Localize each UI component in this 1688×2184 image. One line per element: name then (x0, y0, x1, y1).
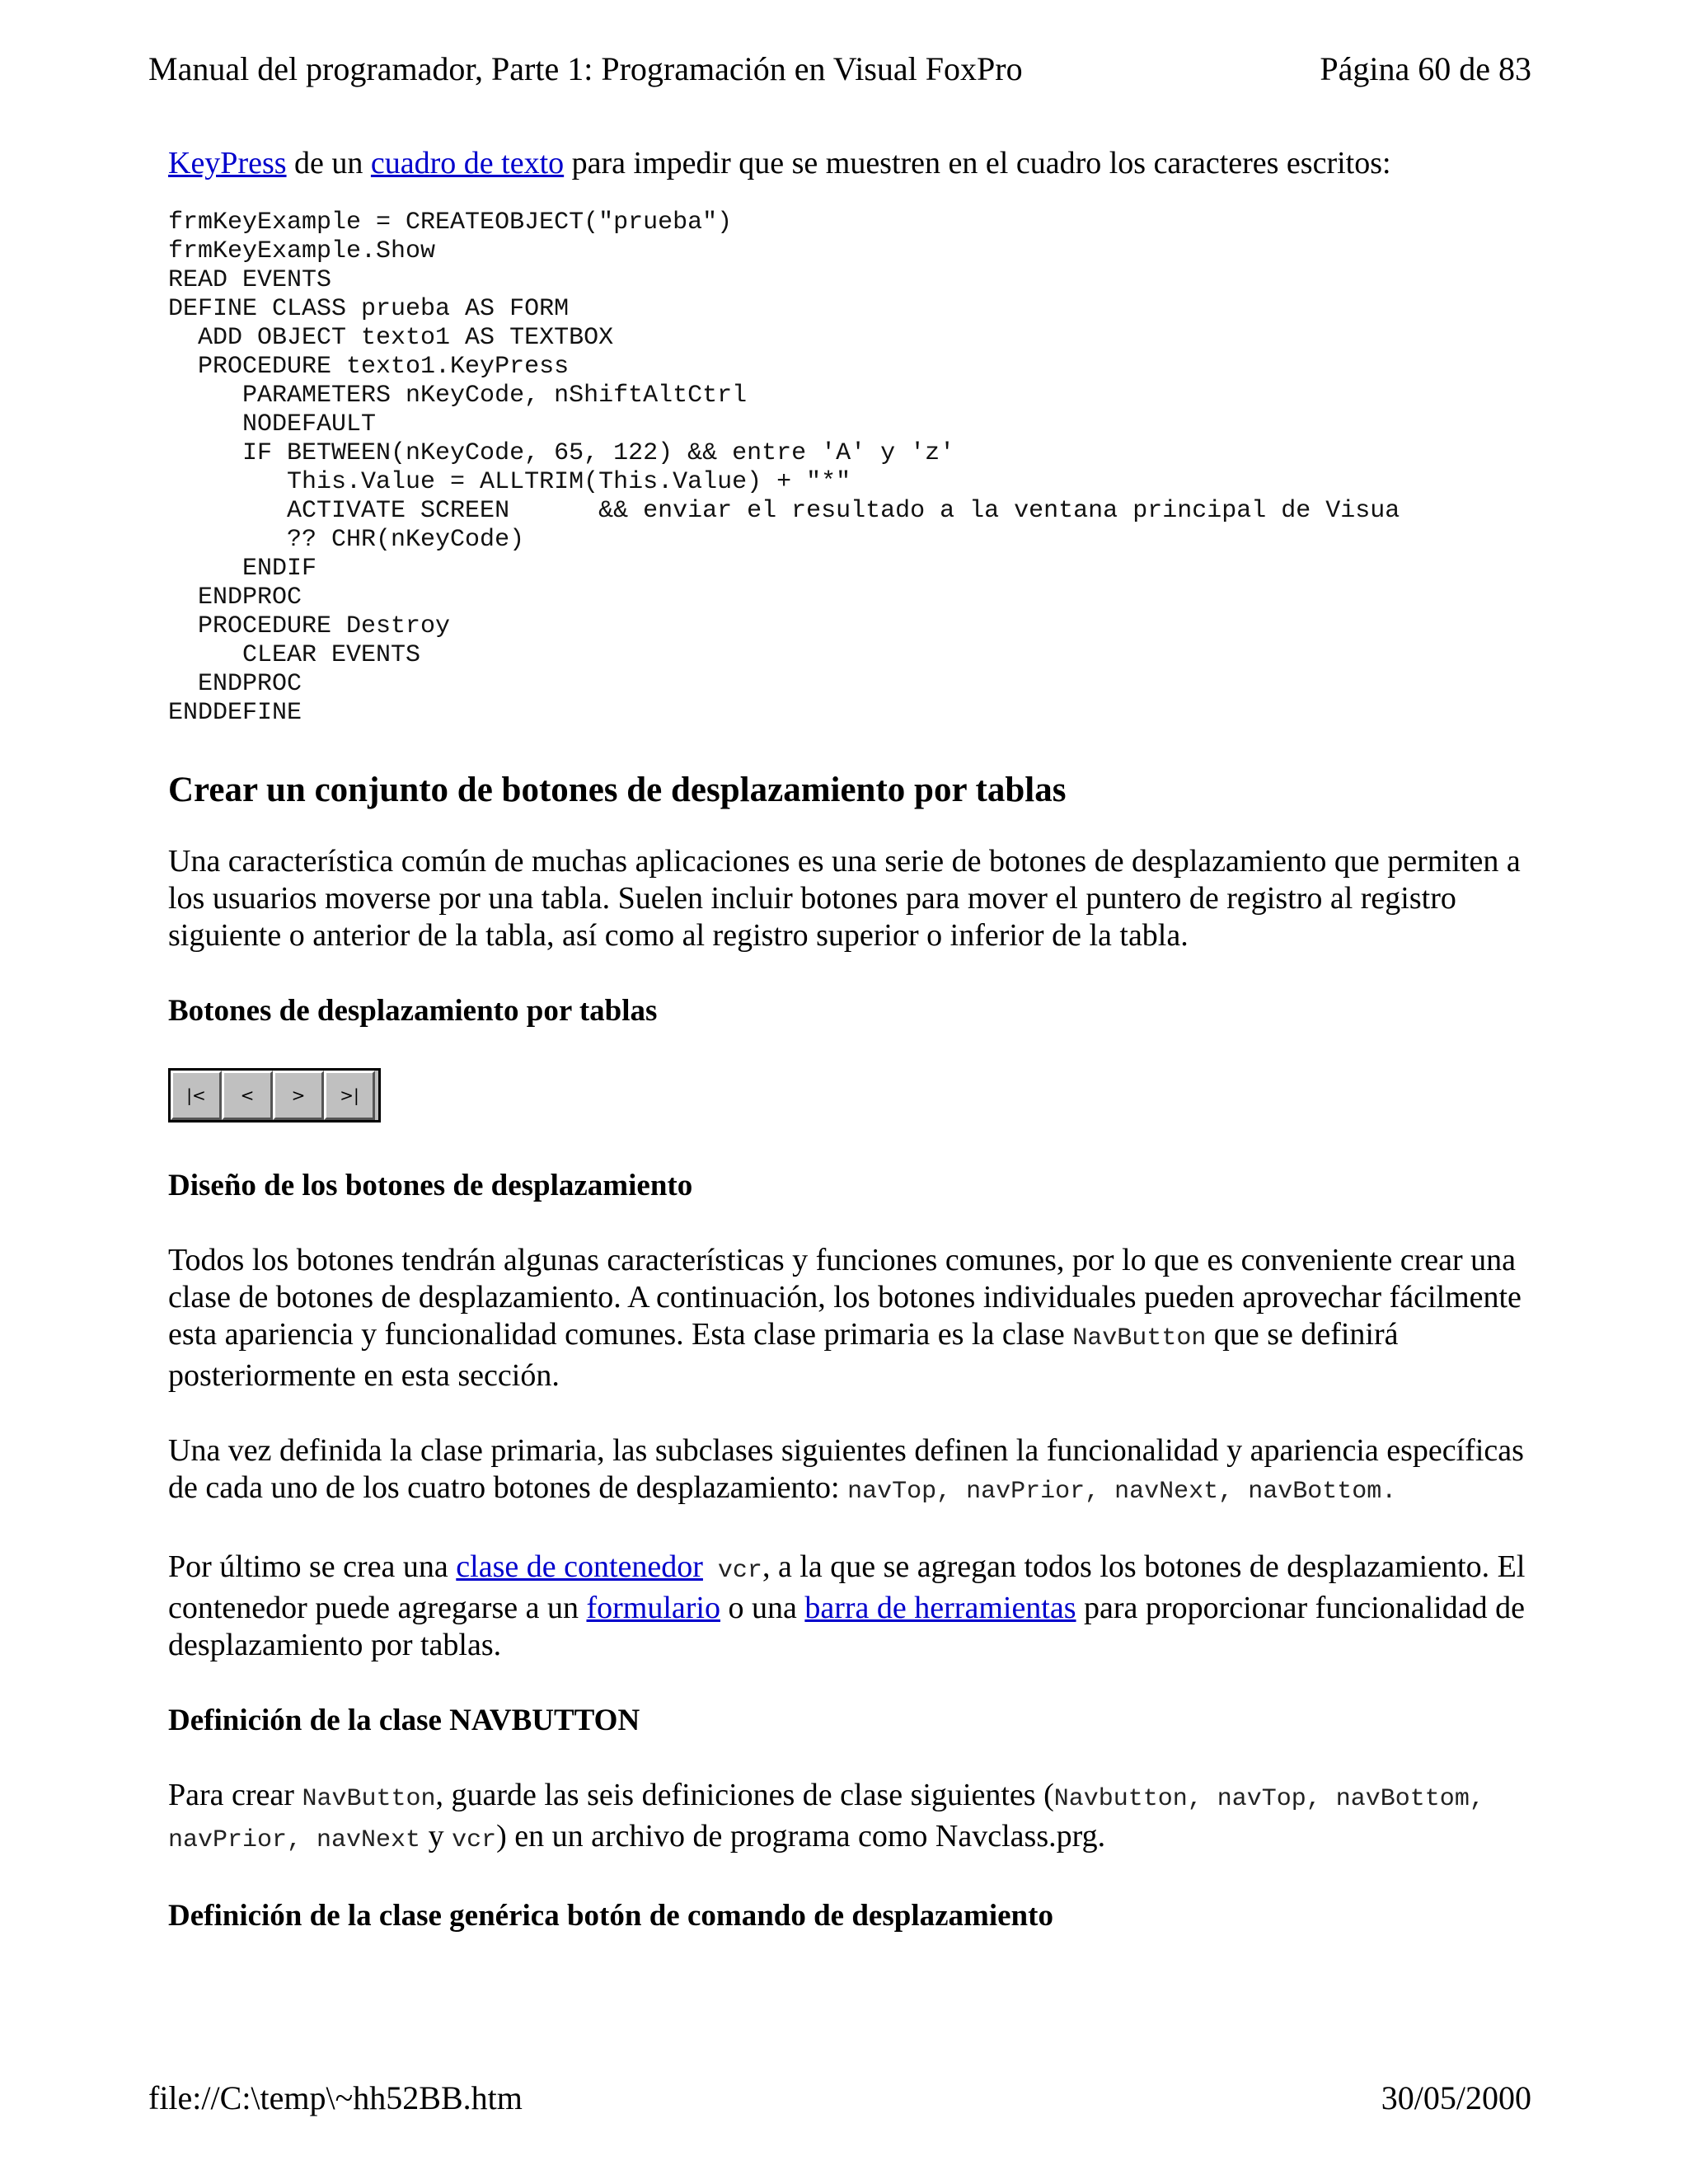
intro-text-1: de un (286, 146, 371, 180)
page-footer (148, 2079, 1531, 2118)
para4-text-4: para proporcionar funcionalidad de desplazamiento por tablas. (168, 1591, 1525, 1662)
section-title: Crear un conjunto de botones de desplazamiento por tablas (168, 771, 1067, 809)
header-title: Manual del programador, Parte 1: Programación en Visual FoxPro (148, 50, 1023, 87)
para4-code-vcr: vcr (702, 1557, 762, 1585)
para5-text-1: Para crear (168, 1778, 302, 1812)
paragraph-5 (168, 1777, 1536, 1859)
para2-text-1: Todos los botones tendrán algunas características y funciones comunes, por lo que es conveniente crear una clase de botones de desplazamiento. A continuación, los botones individuales pueden aprovechar fácilmente esta apariencia y funcionalidad comunes. Esta clase primaria es la clase (168, 1243, 1522, 1352)
intro-text-2: para impedir que se muestren en el cuadro los caracteres escritos: (564, 146, 1391, 180)
para4-text-1: Por último se crea una (168, 1549, 457, 1584)
keypress-link[interactable]: KeyPress (168, 146, 287, 180)
para5-text-3: y (420, 1819, 452, 1854)
nav-next-button[interactable]: > (273, 1071, 324, 1120)
barra-de-herramientas-link[interactable]: barra de herramientas (804, 1591, 1076, 1625)
para3-text-1: Una vez definida la clase primaria, las subclases siguientes definen la funcionalidad y apariencia específicas de cada uno de los cuatro botones de desplazamiento: (168, 1433, 1524, 1505)
header-page-number: Página 60 de 83 (1320, 50, 1531, 87)
nav-top-button[interactable]: |< (171, 1071, 222, 1120)
para5-text-4: ) en un archivo de programa como Navclass.prg. (496, 1819, 1106, 1854)
para4-text-2: , a la que se agregan todos los botones de desplazamiento. El contenedor puede agregarse a un (168, 1549, 1526, 1625)
para3-code-subclasses: navTop, navPrior, navNext, navBottom. (847, 1478, 1397, 1506)
cuadro-de-texto-link[interactable]: cuadro de texto (370, 146, 565, 180)
paragraph-4 (168, 1549, 1536, 1664)
intro-paragraph (168, 145, 1536, 182)
para5-code-classes: Navbutton, navTop, navBottom, navPrior, navNext (168, 1785, 1484, 1854)
para2-code-navbutton: NavButton (1072, 1324, 1207, 1352)
footer-date: 30/05/2000 (1381, 2079, 1531, 2116)
nav-prior-button[interactable]: < (222, 1071, 273, 1120)
footer-file-path: file://C:\temp\~hh52BB.htm (148, 2079, 523, 2116)
nav-bottom-button[interactable]: >| (324, 1071, 375, 1120)
paragraph-1: Una característica común de muchas aplicaciones es una serie de botones de desplazamiento que permiten a los usuarios moverse por una tabla. Suelen incluir botones para mover el puntero de registro al registro siguiente o anterior de la tabla, así como al registro superior o inferior de la tabla. (168, 844, 1521, 953)
paragraph-2 (168, 1242, 1536, 1394)
heading-generic-class: Definición de la clase genérica botón de comando de desplazamiento (168, 1899, 1053, 1933)
nav-button-bar (168, 1068, 381, 1122)
paragraph-3 (168, 1432, 1536, 1511)
heading-design: Diseño de los botones de desplazamiento (168, 1169, 693, 1202)
clase-de-contenedor-link[interactable]: clase de contenedor (456, 1549, 703, 1584)
heading-navbutton-class: Definición de la clase NAVBUTTON (168, 1704, 640, 1737)
formulario-link[interactable]: formulario (586, 1591, 720, 1625)
page-content (168, 145, 1536, 1934)
heading-table-buttons: Botones de desplazamiento por tablas (168, 994, 658, 1028)
para5-code-navbutton: NavButton (302, 1785, 436, 1813)
code-block: frmKeyExample = CREATEOBJECT("prueba") frmKeyExample.Show READ EVENTS DEFINE CLASS prueba AS FORM ADD OBJECT texto1 AS TEXTBOX PROCEDURE texto1.KeyPress PARAMETERS nKeyCode, nShiftAltCtrl NODEFAULT IF BETWEEN(nKeyCode, 65, 122) && entre 'A' y 'z' This.Value = ALLTRIM(This.Value) + "*" ACTIVATE SCREEN && enviar el resultado a la ventana principal de Visua ?? CHR(nKeyCode) ENDIF ENDPROC PROCEDURE Destroy CLEAR EVENTS ENDPROC ENDDEFINE (168, 209, 1400, 727)
para5-code-vcr: vcr (452, 1826, 497, 1854)
page-header (148, 49, 1531, 89)
para2-text-2: que se definirá posteriormente en esta sección. (168, 1317, 1399, 1393)
para5-text-2: , guarde las seis definiciones de clase siguientes ( (435, 1778, 1054, 1812)
para4-text-3: o una (720, 1591, 805, 1625)
